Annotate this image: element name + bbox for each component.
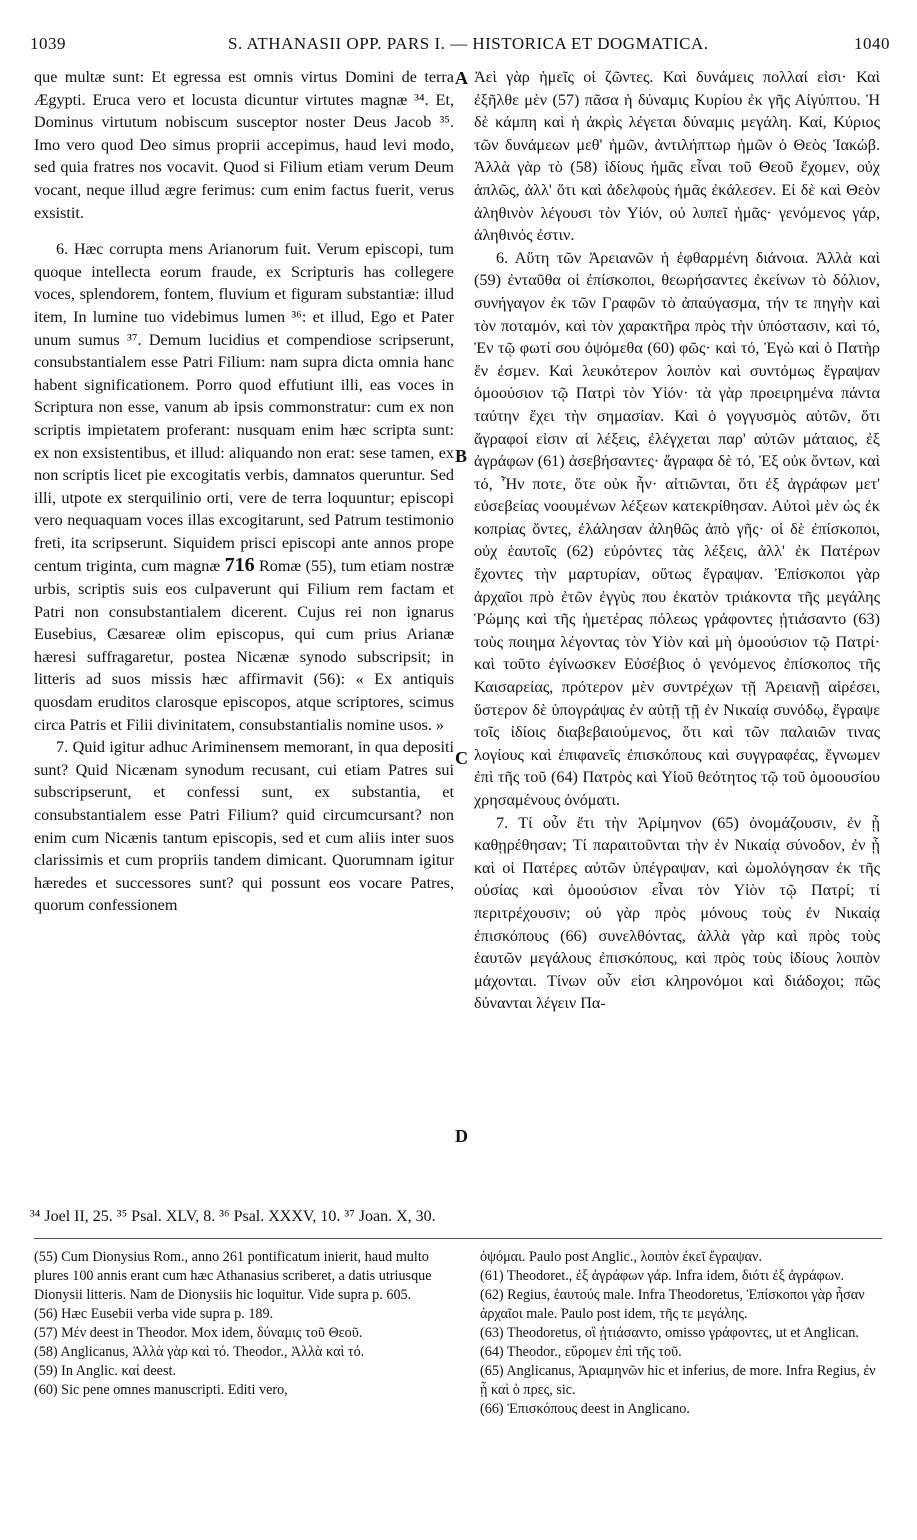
footnote: (57) Μέν deest in Theodor. Mox idem, δύναμις τοῦ Θεοῦ. xyxy=(34,1325,363,1341)
footnote: (56) Hæc Eusebii verba vide supra p. 189. xyxy=(34,1306,274,1322)
latin-paragraph-5-end: que multæ sunt: Et egressa est omnis virtus Domini de terra Ægypti. Eruca vero et locusta dicuntur virtutes magnæ ³⁴. Et, Dominus virtutum nobiscum susceptor noster Deus Jacob ³⁵. Imo vero quod Deo simus proprii accepimus, haud levi modo, sed quia fratres nos vocavit. Quod si Filium etiam verum Deum vocant, neque illud ægre ferimus: cum enim factus fuerit, verus exsistit. xyxy=(34,68,454,222)
greek-paragraph-5-end: Ἀεὶ γὰρ ἡμεῖς οἱ ζῶντες. Καὶ δυνάμεις πολλαί εἰσι· Καὶ ἐξῆλθε μὲν (57) πᾶσα ἡ δύναμις Κυρίου ἐκ γῆς Αἰγύπτου. Ἡ δὲ κάμπη καὶ ἡ ἀκρὶς λέγεται δύναμις μεγάλη. Καί, Κύριος τῶν δυνάμεων μεθ' ἡμῶν, ἀντιλήπτωρ ἡμῶν ὁ Θεὸς Ἰακώβ. Ἀλλὰ γὰρ τὸ (58) ἰδίους ἡμᾶς εἶναι τοῦ Θεοῦ ἔχομεν, οὐχ ἁπλῶς, ἀλλ' ὅτι καὶ ἀδελφοὺς ἡμᾶς ἐκάλεσεν. Εἰ δὲ καὶ Θεὸν ἀληθινὸν λέγουσι τὸν Υἱόν, οὐ λυπεῖ ἡμᾶς· γενόμενος γάρ, ἀληθινός ἐστιν. xyxy=(474,68,880,245)
footnote: (65) Anglicanus, Ἀριαμηνῶν hic et inferius, de more. Infra Regius, ἐν ᾗ καὶ ὁ πρες, sic. xyxy=(480,1363,876,1398)
latin-paragraph-7: 7. Quid igitur adhuc Ariminensem memorant, in qua depositi sunt? Quid Nicænam synodum recusant, cui etiam Patres sui subscripserunt, et confessi sunt, ex substantia, et consubstantialem esse Patri Filium? quid circumcursant? non enim cum Nicænis tantum episcopis, sed et cum aliis inter suos clarissimis et cum propriis tandem dimicant. Quorumnam igitur hæredes et successores sunt? qui possunt eos vocare Patres, quorum confessionem xyxy=(34,738,454,915)
footnotes-left xyxy=(34,1248,454,1400)
margin-marker-d: D xyxy=(455,1126,468,1146)
latin-paragraph-6-part1: 6. Hæc corrupta mens Arianorum fuit. Verum episcopi, tum quoque intellecta eorum fraude, ex Scripturis has collegere voces, splendorem, fontem, fluvium et figuram substantiæ: illud item, In lumine tuo videbimus lumen ³⁶: et illud, Ego et Pater unum sumus ³⁷. Demum lucidius et compendiose scripserunt, consubstantialem esse Patri Filium: nam supra dicta omnia hanc habent significationem. Porro quod effutiunt illi, eas voces in Scriptura non esse, vanum ab ipsis commonstratur: cum ex non scriptis impietatem proferant: nusquam enim hæc scripta sunt: ex non exsistentibus, et illud: aliquando non erat: sese tamen, ex non scriptis licet pie excogitatis verbis, damnatos queruntur. Sed illi, utpote ex sterquilinio orti, vere de terra loquuntur; episcopi vero nequaquam voces illas excogitarunt, sed Patrum testimonio freti, ita scripserunt. Siquidem prisci episcopi ante annos prope centum triginta, cum magnæ xyxy=(34,240,454,576)
footnote: (63) Theodoretus, οἳ ᾐτιάσαντο, omisso γράφοντες, ut et Anglican. xyxy=(480,1325,859,1341)
footnote: ὀψόμαι. Paulo post Anglic., λοιπὸν ἐκεῖ ἔγραψαν. xyxy=(480,1249,763,1265)
footnote: (55) Cum Dionysius Rom., anno 261 pontificatum inierit, haud multo plures 100 annis erant cum hæc Athanasius scriberet, a datis utriusque Dionysii litteris. Nam de Dionysiis hic loquitur. Vide supra p. 605. xyxy=(34,1249,432,1303)
running-title: S. ATHANASII OPP. PARS I. — HISTORICA ET DOGMATICA. xyxy=(228,34,709,53)
footnote: (59) In Anglic. καί deest. xyxy=(34,1363,176,1379)
margin-marker-b: B xyxy=(455,446,468,466)
margin-marker-c: C xyxy=(455,748,468,768)
greek-column xyxy=(474,66,880,1015)
footnote: (58) Anglicanus, Ἀλλὰ γὰρ καὶ τό. Theodor., Ἀλλὰ καὶ τό. xyxy=(34,1344,365,1360)
footnote: (62) Regius, ἑαυτούς male. Infra Theodoretus, Ἐπίσκοποι γὰρ ἦσαν ἀρχαῖοι male. Paulo post idem, τῆς τε μεγάλης. xyxy=(480,1287,865,1322)
scripture-references: ³⁴ Joel II, 25. ³⁵ Psal. XLV, 8. ³⁶ Psal. XXXV, 10. ³⁷ Joan. X, 30. xyxy=(30,1208,436,1225)
running-header xyxy=(28,34,890,58)
latin-column xyxy=(34,66,454,917)
footnote: (64) Theodor., εὕρομεν ἐπὶ τῆς τοῦ. xyxy=(480,1344,682,1360)
footnote: (66) Ἐπισκόπους deest in Anglicano. xyxy=(480,1401,690,1417)
footnotes-right xyxy=(480,1248,882,1419)
margin-marker-a: A xyxy=(455,68,468,88)
page-stamp: 716 xyxy=(224,554,255,577)
latin-paragraph-6 xyxy=(34,238,454,736)
page-number-right: 1040 xyxy=(854,34,890,53)
greek-paragraph-7: 7. Τί οὖν ἔτι τὴν Ἀρίμηνον (65) ὀνομάζουσιν, ἐν ᾗ καθῃρέθησαν; Τί παραιτοῦνται τὴν ἐν Νικαίᾳ σύνοδον, ἐν ᾗ καὶ οἱ Πατέρες αὐτῶν ὑπέγραψαν, καὶ ὡμολόγησαν ἐκ τῆς οὐσίας καὶ ὁμοούσιον εἶναι τὸν Υἱὸν τῷ Πατρί; τί περιτρέχουσιν; οὐ γὰρ πρὸς μόνους τοὺς ἐν Νικαίᾳ ἐπισκόπους (66) συνελθόντας, ἀλλὰ γὰρ καὶ πρὸς τοὺς ἑαυτῶν μεγάλους ἐπισκόπους, καὶ πρὸς τοὺς ἰδίους λοιπὸν μάχονται. Τίνων οὖν εἰσι κληρονόμοι καὶ διάδοχοι; πῶς δύνανται λέγειν Πα- xyxy=(474,813,880,1013)
greek-paragraph-6: 6. Αὕτη τῶν Ἀρειανῶν ἡ ἐφθαρμένη διάνοια. Ἀλλὰ καὶ (59) ἐνταῦθα οἱ ἐπίσκοποι, θεωρήσαντες ἐκείνων τὸ δόλιον, συνήγαγον ἐκ τῶν Γραφῶν τὸ ἀπαύγασμα, τήν τε πηγὴν καὶ τὸν ποταμόν, καὶ τὸν χαρακτῆρα πρὸς τὴν ὑπόστασιν, καὶ τό, Ἐν τῷ φωτί σου ὀψόμεθα (60) φῶς· καὶ τό, Ἐγὼ καὶ ὁ Πατὴρ ἕν ἐσμεν. Καὶ λευκότερον λοιπὸν καὶ συντόμως ἔγραψαν ὁμοούσιον τῷ Πατρὶ τὸν Υἱόν· τὰ γὰρ προειρημένα πάντα ταύτην ἔχει τὴν σημασίαν. Καὶ ὁ γογγυσμὸς αὐτῶν, ὅτι ἄγραφοί εἰσιν αἱ λέξεις, ἐλέγχεται παρ' αὐτῶν μάταιος, ἐξ ἀγράφων (61) ἀσεβήσαντες· ἄγραφα δὲ τό, Ἐξ οὐκ ὄντων, καὶ τό, Ἦν ποτε, ὅτε οὐκ ἦν· αἰτιῶνται, ὅτι ἐξ ἀγράφων μετ' εὐσεβείας νοουμένων λέξεων κατεκρίθησαν. Αὐτοὶ μὲν ὡς ἐκ κοπρίας ὄντες, ἐλάλησαν ἀληθῶς ἀπὸ γῆς· οἱ δὲ ἐπίσκοποι, οὐχ ἑαυτοῖς (62) εὑρόντες τὰς λέξεις, ἀλλ' ἐκ Πατέρων ἔχοντες τὴν μαρτυρίαν, οὕτως ἔγραψαν. Ἐπίσκοποι γὰρ ἀρχαῖοι πρὸ ἐτῶν ἐγγὺς που ἑκατὸν τριάκοντα τῆς μεγάλης Ῥώμης καὶ τῆς ἡμετέρας πόλεως γράφοντες ᾐτιάσαντο (63) τοὺς ποιημα λέγοντας τὸν Υἱὸν καὶ μὴ ὁμοούσιον τῷ Πατρί· καὶ τοῦτο ἐγίνωσκεν Εὐσέβιος ὁ γενόμενος ἐπίσκοπος τῆς Καισαρείας, πρότερον μὲν συντρέχων τῇ Ἀρειανῇ αἱρέσει, ὕστερον δὲ ὑπογράψας ἐν αὐτῇ τῇ ἐν Νικαίᾳ συνόδῳ, ἔγραψε τοῖς ἰδίοις διαβεβαιούμενος, ὅτι καὶ τῶν παλαιῶν τινας λογίους καὶ ἐπιφανεῖς ἐπισκόπους καὶ συγγραφέας, ἔγνωμεν ἐπὶ τῆς τοῦ (64) Πατρὸς καὶ Υἱοῦ θεότητος τῷ τοῦ ὁμοουσίου χρησαμένους ὀνόματι. xyxy=(474,248,880,809)
page-number-left: 1039 xyxy=(30,34,66,53)
latin-paragraph-6-part2: Romæ (55), tum etiam nostræ urbis, scriptis suis eos culpaverunt qui Filium rem factam et Patri non consubstantialem dicerent. Cujus rei non ignarus Eusebius, Cæsareæ olim episcopus, qui cum prius Arianæ hæresi suffragaretur, postea Nicænæ synodo subscripsit; in litteris ad suos missis hæc affirmavit (56): « Ex antiquis quosdam eruditos clarosque episcopos, atque scriptores, scimus circa Patris et Filii divinitatem, consubstantialis nomine usos. » xyxy=(34,557,455,734)
footnote-divider xyxy=(34,1238,882,1239)
footnote: (61) Theodoret., ἐξ ἀγράφων γάρ. Infra idem, διότι ἐξ ἀγράφων. xyxy=(480,1268,845,1284)
footnote: (60) Sic pene omnes manuscripti. Editi vero, xyxy=(34,1382,288,1398)
